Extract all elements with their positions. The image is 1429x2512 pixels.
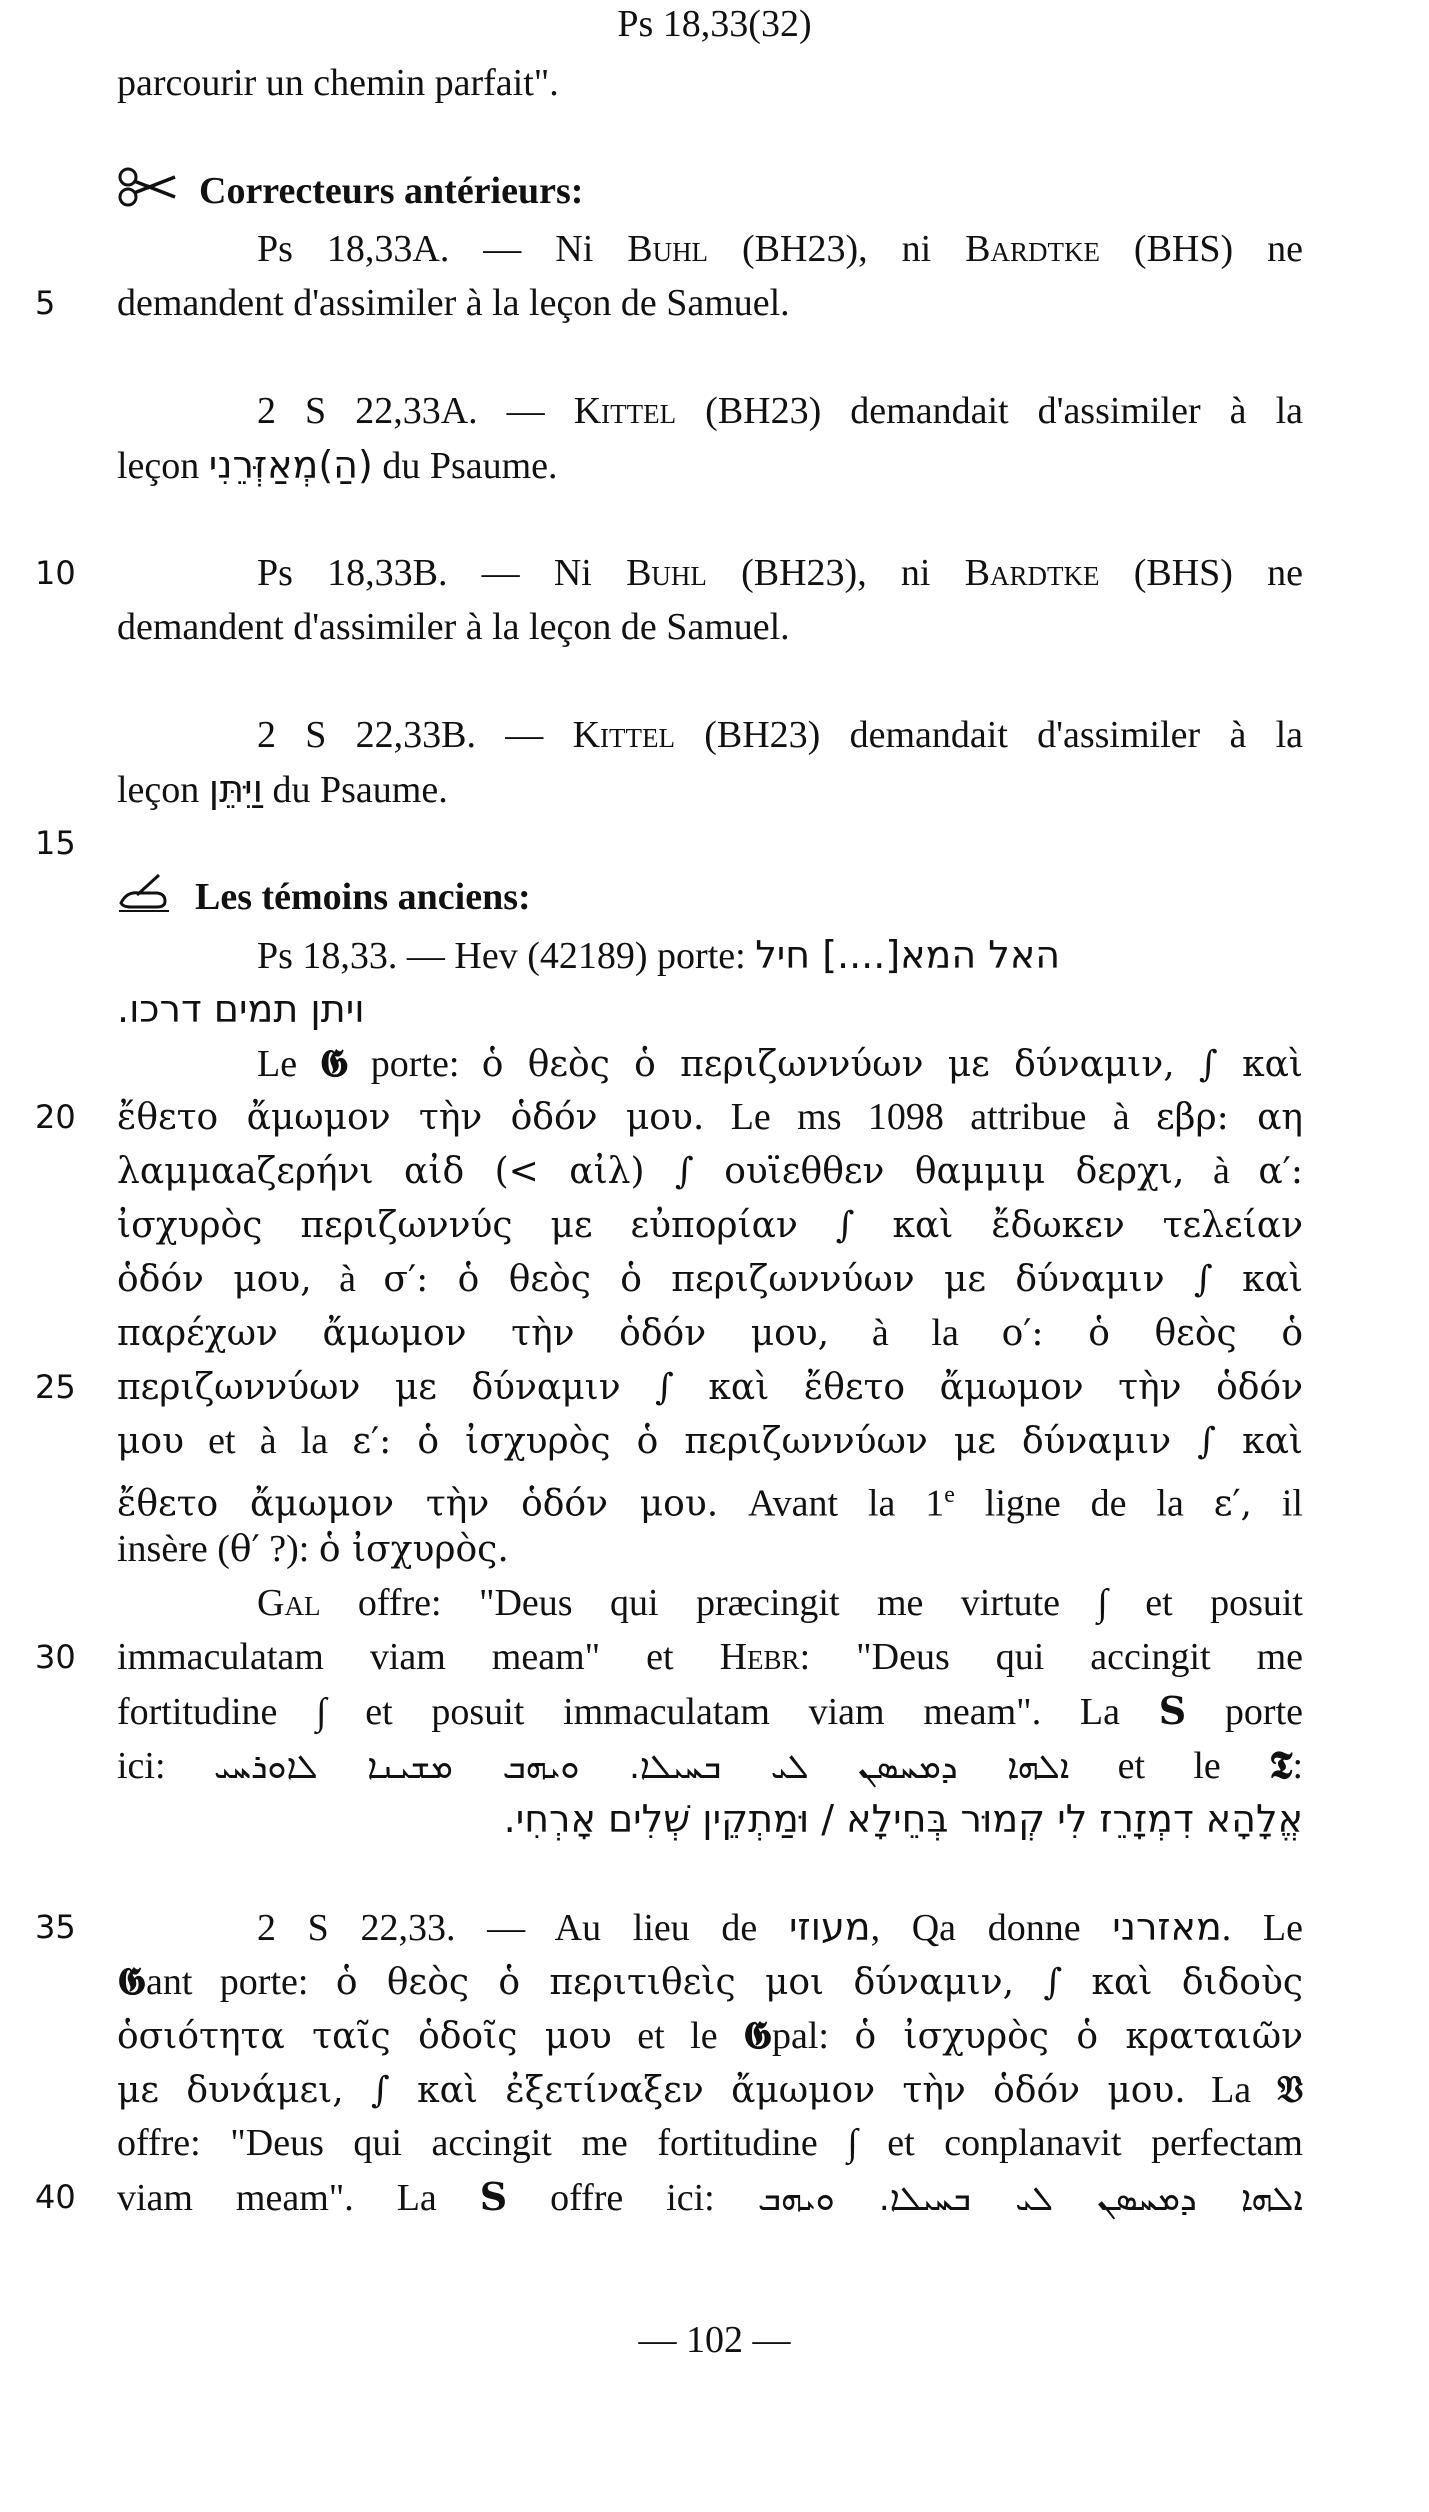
text-line: 2 S 22,33B. — Kittel (BH23) demandait d'assimiler à la <box>257 714 1304 756</box>
text-line: 2 S 22,33A. — Kittel (BH23) demandait d'assimiler à la <box>257 390 1303 432</box>
line-number: 15 <box>35 824 76 862</box>
body-text <box>35 56 1304 2224</box>
text-line: leçon (הַ)מְאַזְּרֵנִי du Psaume. <box>117 443 558 487</box>
blank-line <box>35 816 1303 870</box>
blank-line <box>117 1846 1303 1900</box>
section-heading-temoins: Les témoins anciens: <box>117 870 1303 928</box>
text-line: 25 περιζωννύων με δύναμιν ∫ καὶ ἔθετο ἄμωμον τὴν ὁδόν <box>117 1360 1303 1414</box>
line-number: 10 <box>35 554 76 592</box>
running-head: Ps 18,33(32) <box>617 3 812 45</box>
line-number: 35 <box>35 1908 76 1946</box>
writing-hand-icon <box>117 873 173 928</box>
text-line: Le 𝕲 porte: ὁ θεὸς ὁ περιζωννύων με δύναμιν, ∫ καὶ <box>257 1040 1303 1085</box>
section-heading-correcteurs: Correcteurs antérieurs: <box>117 164 1303 222</box>
blank-line <box>117 492 1303 546</box>
line-number: 40 <box>35 2178 76 2216</box>
line-number: 20 <box>35 1098 76 1136</box>
text-line: 30 immaculatam viam meam" et Hebr: "Deus qui accingit me <box>117 1630 1303 1684</box>
text-line: leçon וַיִּתֵּן du Psaume. <box>117 767 448 811</box>
text-line: 20 ἔθετο ἄμωμον τὴν ὁδόν μου. Le ms 1098 attribue à εβρ: αη <box>117 1090 1303 1144</box>
text-line: demandent d'assimiler à la leçon de Samuel. <box>117 606 790 648</box>
text-line: insère (θ′ ?): ὁ ἰσχυρὸς. <box>117 1528 509 1570</box>
text-line: με δυνάμει, ∫ καὶ ἐξετίναξεν ἄμωμον τὴν ὁδόν μου. La 𝔙 <box>117 2066 1303 2111</box>
text-line: 35 2 S 22,33. — Au lieu de מעוזי, Qa donne מאזרני. Le <box>117 1900 1303 1954</box>
text-line: παρέχων ἄμωμον τὴν ὁδόν μου, à la ο′: ὁ θεὸς ὁ <box>117 1312 1303 1354</box>
text-line: ὁδόν μου, à σ′: ὁ θεὸς ὁ περιζωννύων με δύναμιν ∫ καὶ <box>117 1258 1304 1300</box>
text-line: Ps 18,33A. — Ni Buhl (BH23), ni Bardtke (BHS) ne <box>257 228 1303 270</box>
line-number: 25 <box>35 1368 76 1406</box>
text-line: אֱלָהָא דִמְזָרֵז לִי קְמוּר בְּחֵילָא / וּמַתְקֵין שְׁלִים אָרְחִי. <box>503 1797 1303 1841</box>
text-line: ἰσχυρὸς περιζωννύς με εὐπορίαν ∫ καὶ ἔδωκεν τελείαν <box>117 1205 1303 1246</box>
text-line: offre: "Deus qui accingit me fortitudine ∫ et conplanavit perfectam <box>117 2122 1303 2164</box>
page-number: — 102 — <box>638 2319 791 2361</box>
text-line: λαμμαaζερήνι αἰδ (< αἰλ) ∫ ουϊεθθεν θαμμιμ δερχι, à α′: <box>117 1150 1303 1192</box>
text-line: Gal offre: "Deus qui præcingit me virtute ∫ et posuit <box>257 1582 1303 1624</box>
text-line: 40 viam meam". La S offre ici: ܐܠܗܐ ܕܡܚܣܢ ܠܝ ܒܚܝܠܐ. ܘܝܗܒ <box>117 2170 1303 2224</box>
line-number: 5 <box>35 284 56 322</box>
text-line: ἔθετο ἄμωμον τὴν ὁδόν μου. Avant la 1e ligne de la ε′, il <box>117 1482 1303 1525</box>
text-line: 𝕲ant porte: ὁ θεὸς ὁ περιτιθεὶς μοι δύναμιν, ∫ καὶ διδοὺς <box>117 1958 1304 2003</box>
blank-line <box>117 654 1303 708</box>
text-line: ici: ܐܠܗܐ ܕܡܚܣܢ ܠܝ ܒܚܝܠܐ. ܘܝܗܒ ܡܫܝܢܐ ܠܐܘܪܚܝ et le 𝕿: <box>117 1742 1303 1787</box>
text-line: Ps 18,33. — Hev (42189) porte: האל המא[....] חיל <box>257 933 1061 977</box>
text-line: μου et à la ε′: ὁ ἰσχυρὸς ὁ περιζωννύων με δύναμιν ∫ καὶ <box>117 1420 1304 1462</box>
text-line: 5 demandent d'assimiler à la leçon de Samuel. <box>117 276 1303 330</box>
line-number: 30 <box>35 1638 76 1676</box>
text-line: fortitudine ∫ et posuit immaculatam viam meam". La S porte <box>117 1688 1303 1733</box>
text-line: ויתן תמים דרכו. <box>117 987 365 1031</box>
scissors-icon <box>117 167 177 222</box>
text-line: 10 Ps 18,33B. — Ni Buhl (BH23), ni Bardtke (BHS) ne <box>117 546 1303 600</box>
blank-line <box>117 110 1303 164</box>
blank-line <box>117 330 1303 384</box>
text-line: parcourir un chemin parfait". <box>117 62 559 104</box>
text-line: ὁσιότητα ταῖς ὁδοῖς μου et le 𝕲pal: ὁ ἰσχυρὸς ὁ κραταιῶν <box>117 2012 1304 2057</box>
